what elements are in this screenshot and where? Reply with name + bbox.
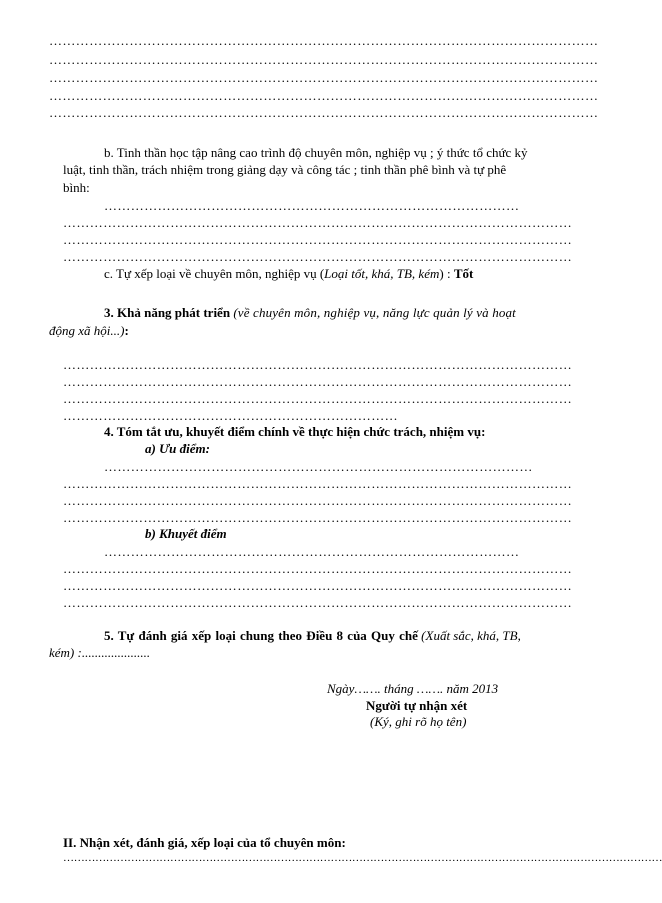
dotted-line: …………………………………………………………………………………………………… [63,578,573,593]
signature-note: (Ký, ghi rõ họ tên) [370,714,467,729]
dotted-line: ………………………………………………………………………………… [104,544,520,559]
dotted-line: …………………………………………………………………………………………………………… [49,33,599,48]
section-b-text: luật, tinh thần, trách nhiệm trong giảng dạy và công tác ; tinh thần phê bình và tự phê [63,162,507,177]
dotted-line: …………………………………………………………………………………………………………………………………………………… [63,852,662,864]
section-5-title: 5. Tự đánh giá xếp loại chung theo Điều 8 của Quy chế [104,628,418,643]
dotted-line: …………………………………………………………………………………………………… [63,476,573,491]
dotted-line: …………………………………………………………………………………………………… [63,391,573,406]
dotted-line: …………………………………………………………………………………………………… [63,595,573,610]
section-5-options-cont: kém) :..................... [49,645,151,660]
disadvantages-label: b) Khuyết điểm [145,526,227,541]
section-3-note: động xã hội...) [49,323,125,338]
dotted-line: …………………………………………………………………………………………………… [63,357,573,372]
section-b-text: b. Tinh thần học tập nâng cao trình độ chuyên môn, nghiệp vụ ; ý thức tổ chức kỷ [104,145,528,160]
section-5-options: (Xuất sắc, khá, TB, [421,628,521,643]
dotted-line: …………………………………………………………………………………………………………… [49,52,599,67]
dotted-line: …………………………………………………………………………………………………… [63,374,573,389]
advantages-label: a) Ưu điểm: [145,441,210,456]
signature-title: Người tự nhận xét [366,698,468,713]
dotted-line: ………………………………………………………………… [63,408,398,423]
section-4-title: 4. Tóm tắt ưu, khuyết điểm chính về thực hiện chức trách, nhiệm vụ: [104,424,486,439]
dotted-line: …………………………………………………………………………………………………… [63,510,573,525]
section-c-label: c. Tự xếp loại về chuyên môn, nghiệp vụ ( [104,266,325,281]
section-c-line [104,265,594,282]
section-5-heading [104,627,596,644]
section-3-heading [104,304,594,321]
dotted-line: …………………………………………………………………………………………………… [63,493,573,508]
section-3-title: 3. Khả năng phát triển [104,305,231,320]
dotted-line: …………………………………………………………………………………………………………… [49,70,599,85]
dotted-line: …………………………………………………………………………………… [104,459,533,474]
dotted-line: ………………………………………………………………………………… [104,198,520,213]
section-3-note: (về chuyên môn, nghiệp vụ, năng lực quản lý và hoạt [233,305,516,320]
section-c-options: Loại tốt, khá, TB, kém [324,266,440,281]
dotted-line: …………………………………………………………………………………………………………… [49,105,599,120]
dotted-line: …………………………………………………………………………………………………………… [49,88,599,103]
dotted-line: …………………………………………………………………………………………………… [63,561,573,576]
dotted-line: …………………………………………………………………………………………………… [63,215,573,230]
dotted-line: …………………………………………………………………………………………………… [63,232,573,247]
section-c-close: ) : [439,266,454,281]
section-2-title: II. Nhận xét, đánh giá, xếp loại của tổ chuyên môn: [63,835,346,850]
section-3-heading-cont [49,322,349,339]
section-3-colon: : [124,323,129,338]
section-c-value: Tốt [453,266,474,281]
signature-date: Ngày……. tháng ……. năm 2013 [327,681,499,696]
dotted-line: …………………………………………………………………………………………………… [63,249,573,264]
section-b-text: bình: [63,180,90,195]
